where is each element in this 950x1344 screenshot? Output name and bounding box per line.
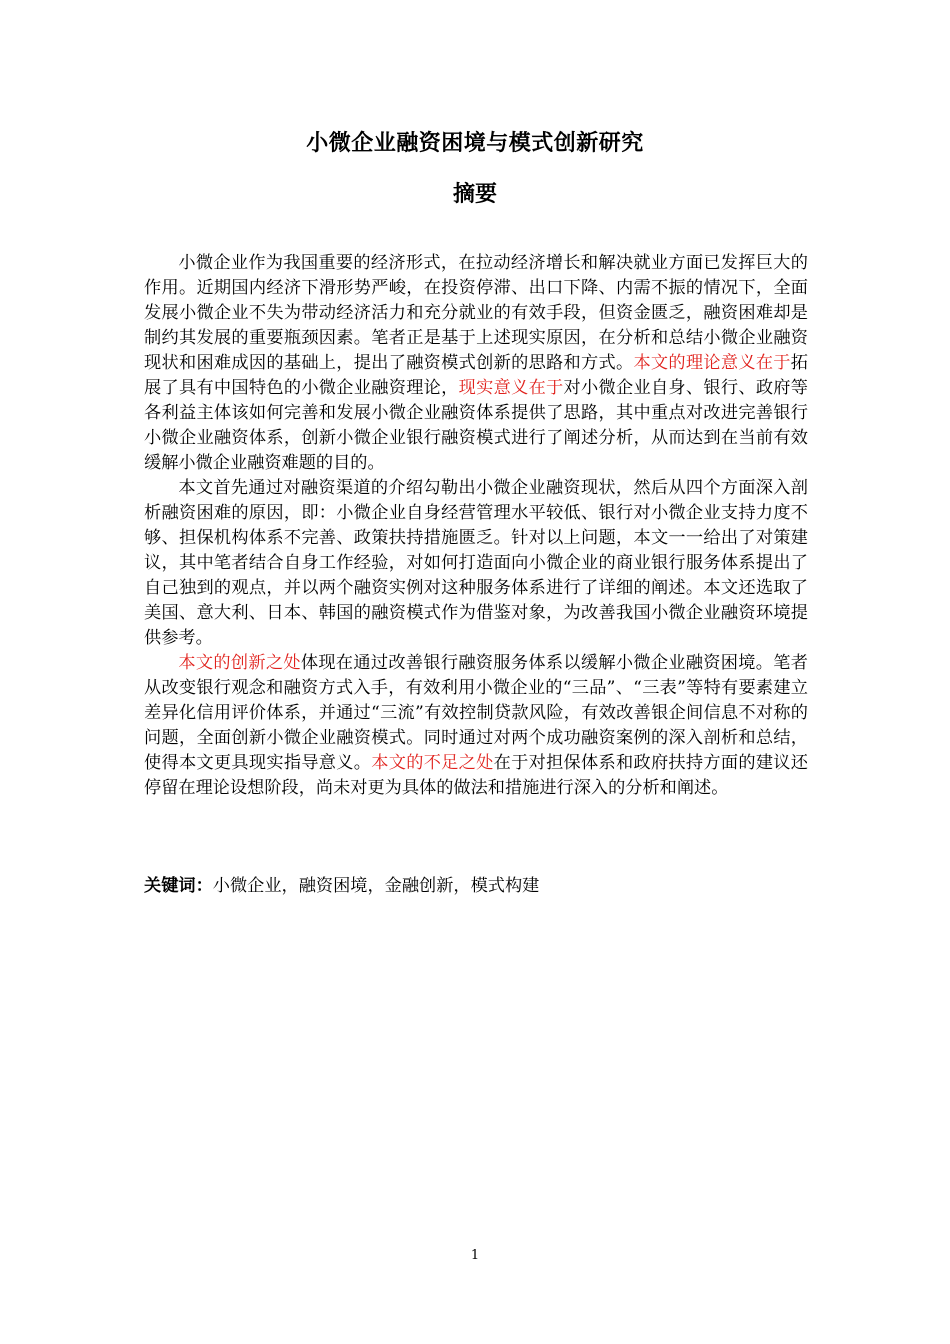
paragraph-text: 体现在通过改善银行融资服务体系以缓解小微企业融资困境。笔者从改变银行观念和融资方式入手，有效利用小微企业的“三品”、“三表”等特有要素建立差异化信用评价体系，并通过“三流”有效控制贷款风险，有效改善银企间信息不对称的问题，全面创新小微企业融资模式。同时通过对两个成功融资案例的深入剖析和总结，使得本文更具现实指导意义。 [144,653,808,773]
paragraph-text: 拓展了具有中国特色的小微企业融资理论， [144,353,808,398]
paragraph-text: 对小微企业自身、银行、政府等各利益主体该如何完善和发展小微企业融资体系提供了思路，其中重点对改进完善银行小微企业融资体系，创新小微企业银行融资模式进行了阐述分析，从而达到在当前有效缓解小微企业融资难题的目的。 [144,378,808,473]
paragraph-text: 在于对担保体系和政府扶持方面的建议还停留在理论设想阶段，尚未对更为具体的做法和措施进行深入的分析和阐述。 [144,753,808,798]
abstract-body [144,251,808,801]
highlighted-phrase: 现实意义在于 [458,378,564,398]
document-title: 小微企业融资困境与模式创新研究 [306,130,644,156]
abstract-heading: 摘要 [452,181,497,207]
abstract-paragraph [144,651,808,801]
highlighted-phrase: 本文的创新之处 [178,653,301,673]
highlighted-phrase: 本文的理论意义在于 [633,353,791,373]
highlighted-phrase: 本文的不足之处 [371,753,494,773]
paragraph-text: 小微企业作为我国重要的经济形式，在拉动经济增长和解决就业方面已发挥巨大的作用。近期国内经济下滑形势严峻，在投资停滞、出口下降、内需不振的情况下，全面发展小微企业不失为带动经济活力和充分就业的有效手段，但资金匮乏，融资困难却是制约其发展的重要瓶颈因素。笔者正是基于上述现实原因，在分析和总结小微企业融资现状和困难成因的基础上，提出了融资模式创新的思路和方式。 [144,253,808,373]
abstract-paragraph [144,476,808,651]
abstract-paragraph [144,251,808,476]
keywords-line [144,874,808,899]
page-number: 1 [470,1248,480,1263]
paragraph-text: 本文首先通过对融资渠道的介绍勾勒出小微企业融资现状，然后从四个方面深入剖析融资困难的原因，即：小微企业自身经营管理水平较低、银行对小微企业支持力度不够、担保机构体系不完善、政策扶持措施匮乏。针对以上问题，本文一一给出了对策建议，其中笔者结合自身工作经验，对如何打造面向小微企业的商业银行服务体系提出了自己独到的观点，并以两个融资实例对这种服务体系进行了详细的阐述。本文还选取了美国、意大利、日本、韩国的融资模式作为借鉴对象，为改善我国小微企业融资环境提供参考。 [144,478,808,648]
keywords-label: 关键词： [144,876,213,896]
keywords-text: 小微企业，融资困境，金融创新，模式构建 [212,876,540,896]
